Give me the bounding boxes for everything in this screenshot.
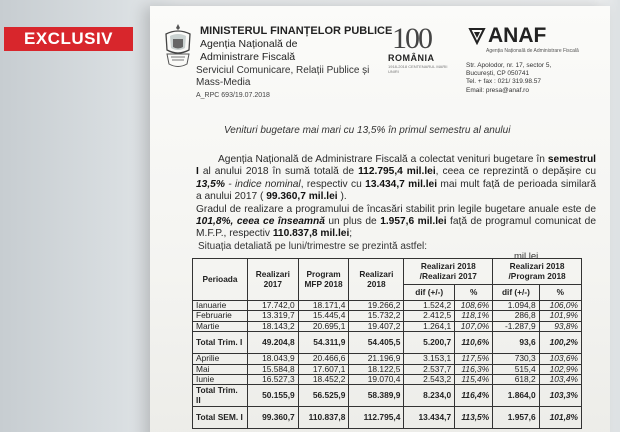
period-cell: Total Trim. II: [193, 385, 248, 407]
pct-vs-program-cell: 101,9%: [539, 311, 581, 321]
diff-vs-program-cell: 1.864,0: [493, 385, 540, 407]
pct-vs-2017-cell: 115,4%: [455, 375, 493, 385]
program-2018-cell: 20.466,6: [298, 354, 349, 364]
table-row: [193, 364, 582, 374]
table-row: [193, 311, 582, 321]
diff-vs-program-cell: 618,2: [493, 375, 540, 385]
program-2018-cell: 18.171,4: [298, 301, 349, 311]
program-2018-cell: 18.452,2: [298, 375, 349, 385]
table-row: [193, 332, 582, 354]
program-2018-cell: 20.695,1: [298, 321, 349, 331]
realizari-2017-cell: 99.360,7: [247, 407, 298, 429]
program-2018-cell: 56.525,9: [298, 385, 349, 407]
header-realizari-2017: Realizari 2017: [247, 259, 298, 301]
centenary-number: 100: [392, 22, 431, 55]
realizari-2017-cell: 17.742,0: [247, 301, 298, 311]
period-cell: Martie: [193, 321, 248, 331]
diff-vs-program-cell: -1.287,9: [493, 321, 540, 331]
diff-vs-2017-cell: 2.537,7: [404, 364, 455, 374]
diff-vs-2017-cell: 1.524,2: [404, 301, 455, 311]
pct-vs-program-cell: 103,4%: [539, 375, 581, 385]
pct-vs-2017-cell: 116,4%: [455, 385, 493, 407]
pct-vs-program-cell: 106,0%: [539, 301, 581, 311]
coat-of-arms-icon: [163, 22, 193, 70]
realizari-2018-cell: 112.795,4: [349, 407, 404, 429]
email-line: Email: presa@anaf.ro: [466, 86, 529, 94]
period-cell: Ianuarie: [193, 301, 248, 311]
anaf-wordmark: ANAF: [488, 24, 547, 47]
pct-vs-program-cell: 102,9%: [539, 364, 581, 374]
realizari-2018-cell: 18.122,5: [349, 364, 404, 374]
header-group-vs-2017: Realizari 2018 /Realizari 2017: [404, 259, 493, 285]
diff-vs-2017-cell: 5.200,7: [404, 332, 455, 354]
table-header-row: [193, 259, 582, 285]
phone-line: Tel. + fax : 021/ 319.98.57: [466, 78, 541, 86]
pct-vs-2017-cell: 107,0%: [455, 321, 493, 331]
pct-vs-2017-cell: 110,6%: [455, 332, 493, 354]
header-realizari-2018: Realizari 2018: [349, 259, 404, 301]
pct-vs-2017-cell: 118,1%: [455, 311, 493, 321]
table-unit: mil.lei: [514, 251, 539, 262]
document-body: [196, 154, 596, 241]
diff-vs-2017-cell: 8.234,0: [404, 385, 455, 407]
header-group-vs-program: Realizari 2018 /Program 2018: [493, 259, 582, 285]
table-row: [193, 301, 582, 311]
program-2018-cell: 54.311,9: [298, 332, 349, 354]
header-diff: dif (+/-): [493, 285, 540, 301]
table-intro: Situația detaliată pe luni/trimestre se prezintă astfel:: [198, 241, 428, 252]
header-pct: %: [455, 285, 493, 301]
pct-vs-program-cell: 103,3%: [539, 385, 581, 407]
pct-vs-2017-cell: 113,5%: [455, 407, 493, 429]
anaf-fullname: Agenția Națională de Administrare Fiscală: [486, 48, 579, 54]
anaf-logo: [466, 24, 616, 64]
table-row: [193, 354, 582, 364]
pct-vs-2017-cell: 117,5%: [455, 354, 493, 364]
table-row: [193, 407, 582, 429]
ministry-name: MINISTERUL FINANȚELOR PUBLICE: [200, 25, 393, 37]
realizari-2017-cell: 18.043,9: [247, 354, 298, 364]
realizari-2018-cell: 58.389,9: [349, 385, 404, 407]
realizari-2018-cell: 19.266,2: [349, 301, 404, 311]
address-line: București, CP 050741: [466, 70, 530, 78]
exclusive-badge: EXCLUSIV: [4, 27, 133, 51]
realizari-2017-cell: 15.584,8: [247, 364, 298, 374]
paragraph-2: Gradul de realizare a programului de încasări stabilit prin legile bugetare anuale este de 101,8%, ceea ce înseamnă un plus de 1.957,6 mil.lei față de programul comunicat de M.F.P., respectiv 110.837,8 mil.lei;: [196, 203, 596, 240]
table-body: [193, 301, 582, 429]
pct-vs-program-cell: 101,8%: [539, 407, 581, 429]
header-program-2018: Program MFP 2018: [298, 259, 349, 301]
anaf-mark-icon: [468, 27, 486, 45]
diff-vs-program-cell: 515,4: [493, 364, 540, 374]
table-row: [193, 385, 582, 407]
program-2018-cell: 17.607,1: [298, 364, 349, 374]
reference-number: A_RPC 693/19.07.2018: [196, 92, 270, 99]
period-cell: Mai: [193, 364, 248, 374]
period-cell: Total SEM. I: [193, 407, 248, 429]
centenary-country: ROMÂNIA: [388, 53, 435, 63]
period-cell: Aprilie: [193, 354, 248, 364]
realizari-2018-cell: 54.405,5: [349, 332, 404, 354]
diff-vs-program-cell: 730,3: [493, 354, 540, 364]
realizari-2018-cell: 21.196,9: [349, 354, 404, 364]
diff-vs-program-cell: 1.957,6: [493, 407, 540, 429]
program-2018-cell: 15.445,4: [298, 311, 349, 321]
revenue-table: [192, 258, 582, 429]
agency-name: Agenția Națională de Administrare Fiscală: [200, 38, 298, 63]
pct-vs-program-cell: 100,2%: [539, 332, 581, 354]
period-cell: Februarie: [193, 311, 248, 321]
pct-vs-program-cell: 103,6%: [539, 354, 581, 364]
header-pct: %: [539, 285, 581, 301]
realizari-2017-cell: 18.143,2: [247, 321, 298, 331]
realizari-2018-cell: 15.732,2: [349, 311, 404, 321]
realizari-2018-cell: 19.070,4: [349, 375, 404, 385]
period-cell: Total Trim. I: [193, 332, 248, 354]
realizari-2017-cell: 49.204,8: [247, 332, 298, 354]
pct-vs-2017-cell: 116,3%: [455, 364, 493, 374]
diff-vs-program-cell: 1.094,8: [493, 301, 540, 311]
program-2018-cell: 110.837,8: [298, 407, 349, 429]
diff-vs-2017-cell: 13.434,7: [404, 407, 455, 429]
pct-vs-2017-cell: 108,6%: [455, 301, 493, 311]
paragraph-1: Agenția Națională de Administrare Fiscală a colectat venituri bugetare în semestrul I al anului 2018 în sumă totală de 112.795,4 mil.lei, ceea ce reprezintă o depășire cu 13,5% - indice nominal, respectiv cu 13.434,7 mil.lei mai mult față de perioada similară a anului 2017 ( 99.360,7 mil.lei ).: [196, 154, 596, 203]
centenary-logo: [388, 22, 448, 82]
pct-vs-program-cell: 93,8%: [539, 321, 581, 331]
table-row: [193, 375, 582, 385]
realizari-2017-cell: 50.155,9: [247, 385, 298, 407]
diff-vs-2017-cell: 3.153,1: [404, 354, 455, 364]
diff-vs-program-cell: 286,8: [493, 311, 540, 321]
centenary-subtitle: 1918-2018 CENTENARUL MARII UNIRI: [388, 64, 448, 74]
header-diff: dif (+/-): [404, 285, 455, 301]
diff-vs-2017-cell: 1.264,1: [404, 321, 455, 331]
realizari-2018-cell: 19.407,2: [349, 321, 404, 331]
diff-vs-program-cell: 93,6: [493, 332, 540, 354]
period-cell: Iunie: [193, 375, 248, 385]
header-period: Perioada: [193, 259, 248, 301]
realizari-2017-cell: 13.319,7: [247, 311, 298, 321]
table-row: [193, 321, 582, 331]
document-title: Venituri bugetare mai mari cu 13,5% în primul semestru al anului: [224, 125, 511, 136]
realizari-2017-cell: 16.527,3: [247, 375, 298, 385]
address-line: Str. Apolodor, nr. 17, sector 5,: [466, 62, 552, 69]
diff-vs-2017-cell: 2.543,2: [404, 375, 455, 385]
diff-vs-2017-cell: 2.412,5: [404, 311, 455, 321]
department-name: Serviciul Comunicare, Relații Publice și Mass-Media: [196, 65, 370, 88]
contact-address: [466, 62, 551, 95]
